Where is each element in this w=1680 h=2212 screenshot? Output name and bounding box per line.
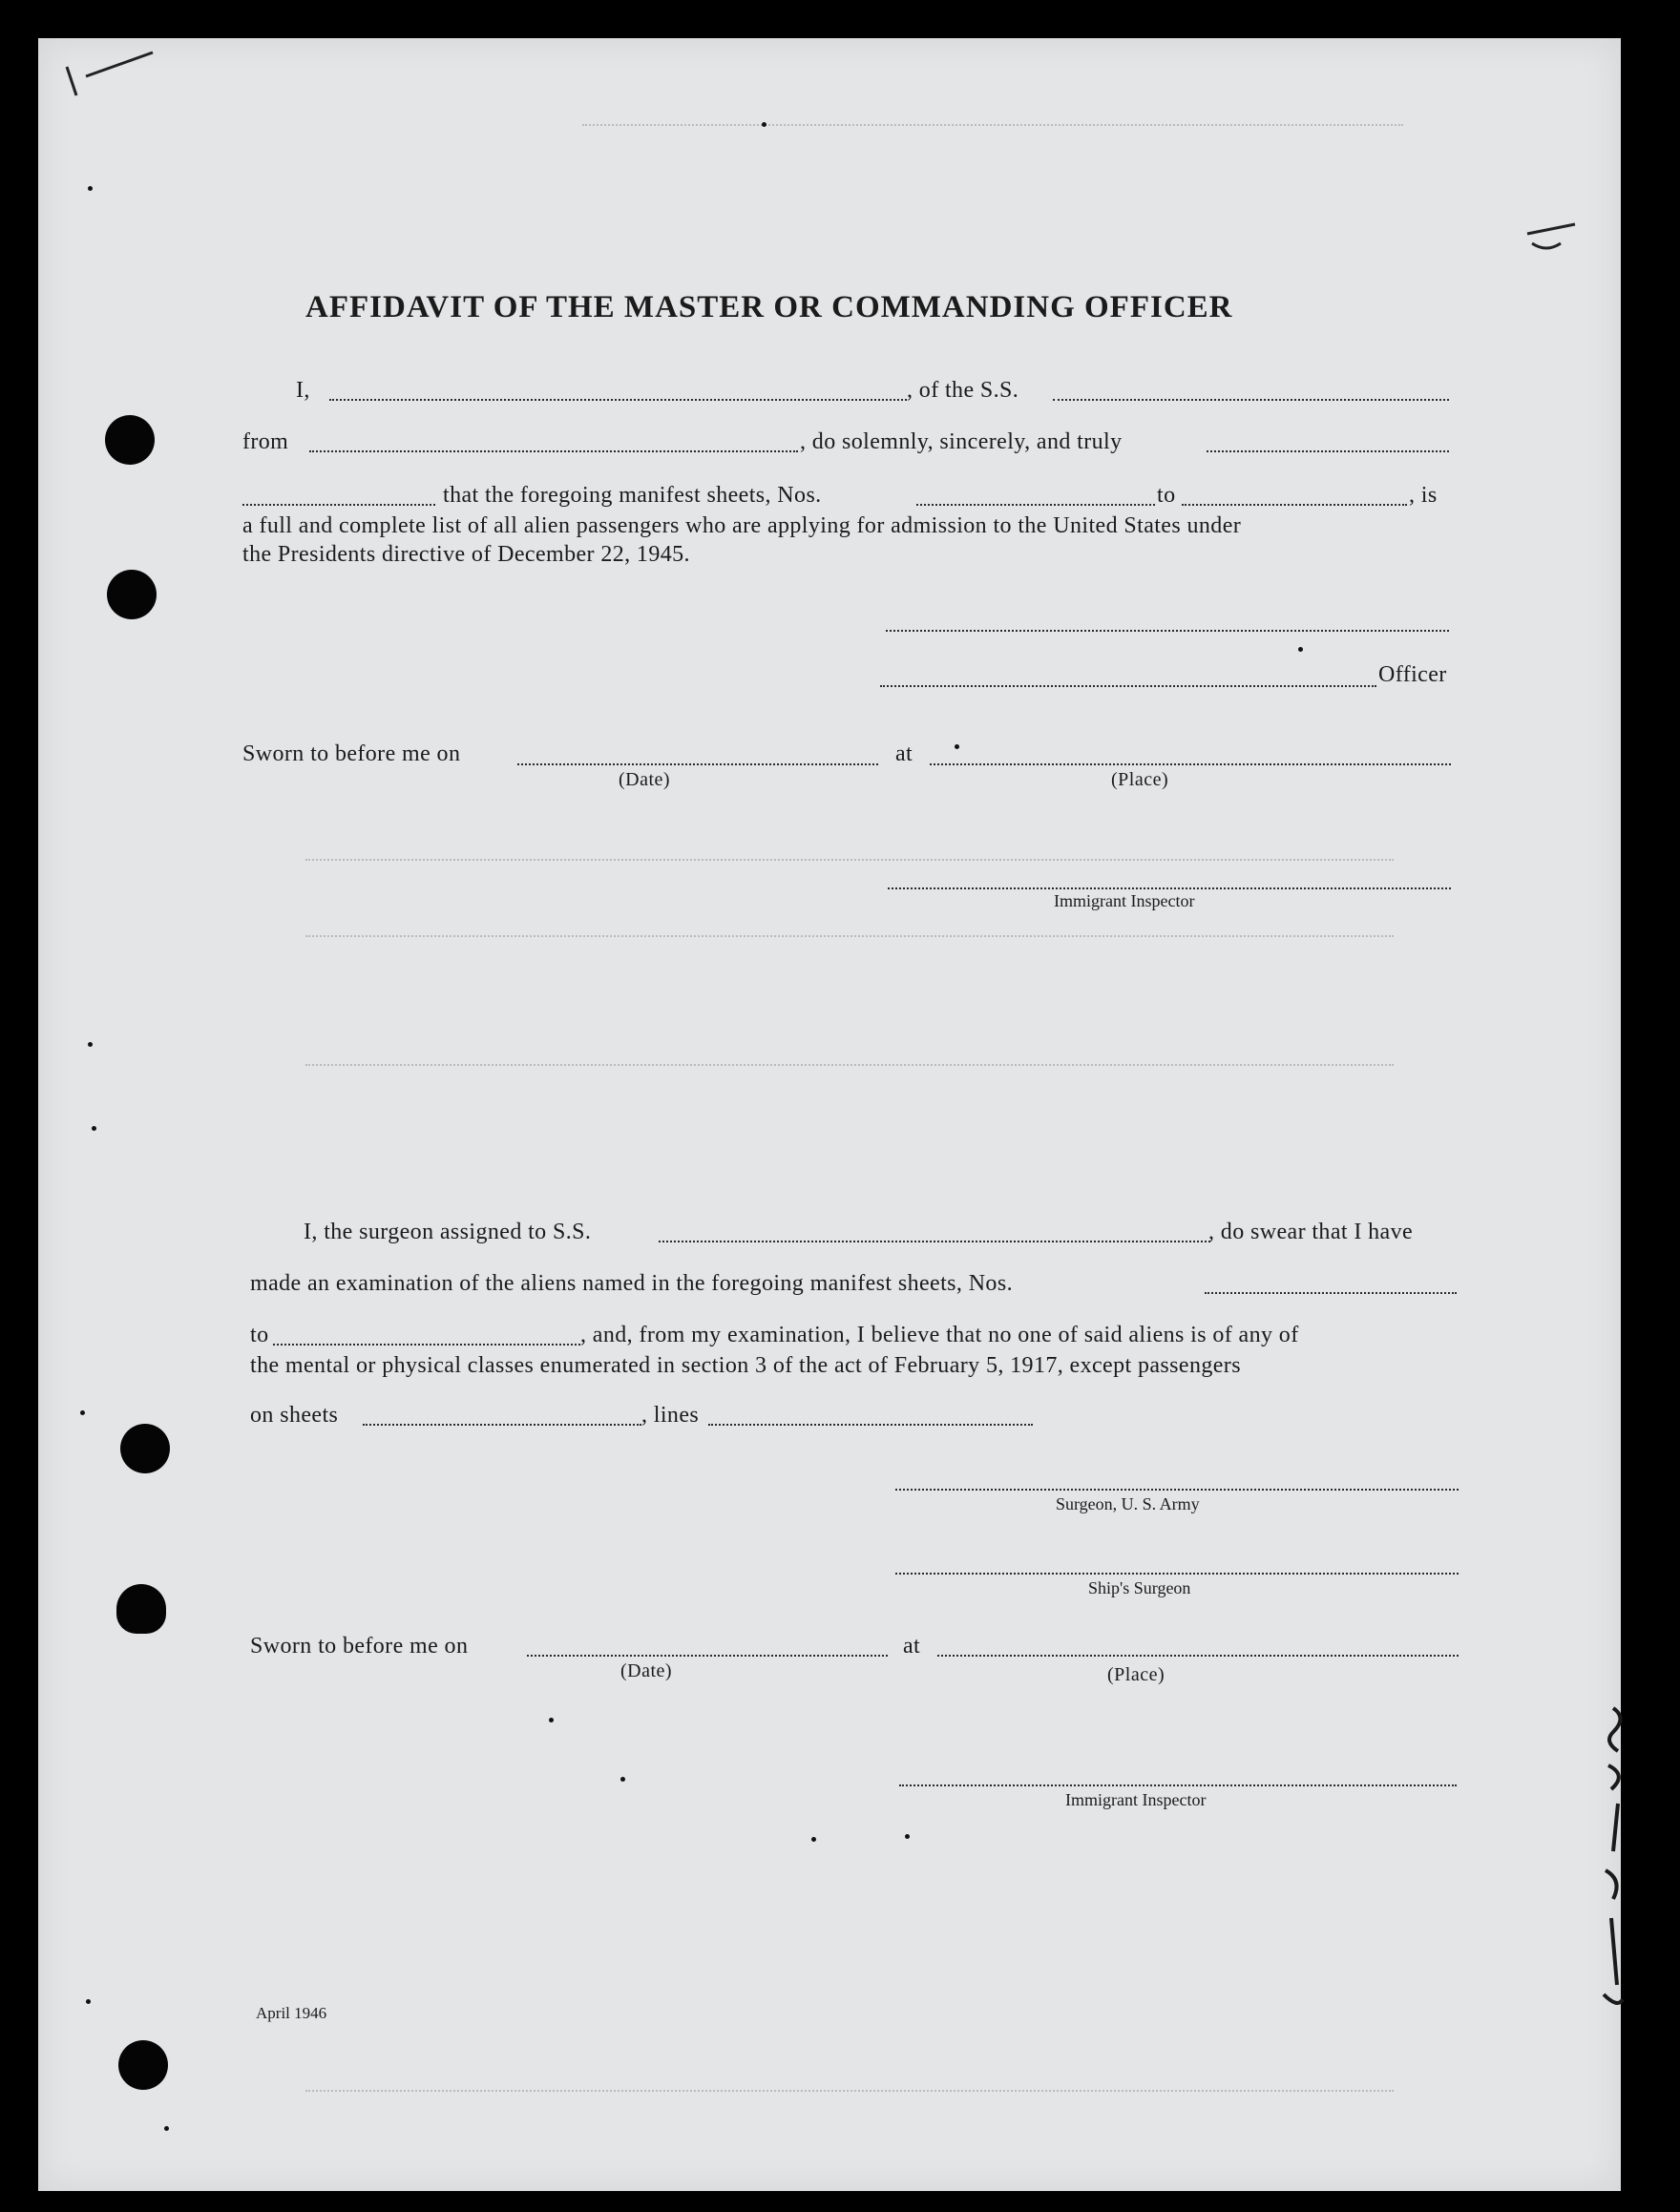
show-through-line: [305, 935, 1394, 937]
surgeon-line1a: I, the surgeon assigned to S.S.: [304, 1220, 592, 1244]
speck: [762, 122, 766, 127]
punch-hole: [105, 415, 155, 465]
from-port-field[interactable]: [309, 450, 798, 452]
speck: [88, 186, 93, 191]
master-line3-is: , is: [1409, 483, 1438, 508]
speck: [811, 1837, 816, 1842]
sheets-to-field[interactable]: [1182, 504, 1407, 506]
form-date-footer: April 1946: [256, 2004, 327, 2022]
except-sheets-field[interactable]: [363, 1424, 641, 1426]
edge-mark: [1522, 219, 1589, 258]
sworn2-date-label: (Date): [620, 1660, 673, 1681]
army-surgeon-label: Surgeon, U. S. Army: [1056, 1494, 1200, 1513]
sworn2-date-field[interactable]: [527, 1655, 888, 1657]
punch-hole: [107, 570, 157, 619]
ship-surgeon-label: Ship's Surgeon: [1088, 1578, 1191, 1597]
speck: [88, 1042, 93, 1047]
show-through-line: [582, 124, 1403, 126]
speck: [620, 1777, 625, 1782]
surgeon-ship-field[interactable]: [659, 1241, 1210, 1242]
form-title: AFFIDAVIT OF THE MASTER OR COMMANDING OFFICER: [305, 290, 1233, 324]
ship-surgeon-signature-line[interactable]: [895, 1573, 1459, 1575]
speck: [549, 1718, 554, 1722]
corner-mark: [57, 38, 172, 115]
speck: [86, 1999, 91, 2004]
show-through-line: [305, 1064, 1394, 1066]
show-through-line: [305, 859, 1394, 861]
sworn2-place-field[interactable]: [937, 1655, 1459, 1657]
surgeon-line5a: on sheets: [250, 1403, 339, 1428]
speck: [1298, 647, 1303, 652]
surgeon-line4: the mental or physical classes enumerated in section 3 of the act of February 5, 1917, except passengers: [250, 1353, 1241, 1378]
master-line4: a full and complete list of all alien passengers who are applying for admission to the United States under: [242, 513, 1242, 538]
sheets-from-field[interactable]: [916, 504, 1155, 506]
surgeon-line1b: , do swear that I have: [1208, 1220, 1414, 1244]
sworn2-text: Sworn to before me on: [250, 1634, 469, 1659]
surgeon-sheets-from-field[interactable]: [1205, 1292, 1457, 1294]
master-line3-to: to: [1157, 483, 1176, 508]
punch-hole: [120, 1424, 170, 1473]
inspector1-label: Immigrant Inspector: [1054, 891, 1195, 910]
inspector2-label: Immigrant Inspector: [1065, 1790, 1207, 1809]
master-line3-that: that the foregoing manifest sheets, Nos.: [443, 483, 822, 508]
document-page: [38, 38, 1621, 2191]
sworn1-text: Sworn to before me on: [242, 741, 461, 766]
army-surgeon-signature-line[interactable]: [895, 1489, 1459, 1491]
master-name-field[interactable]: [329, 399, 907, 401]
speck: [92, 1126, 96, 1131]
sworn1-place-field[interactable]: [930, 763, 1451, 765]
punch-hole: [116, 1584, 166, 1634]
inspector1-signature-line[interactable]: [888, 887, 1451, 889]
sworn1-date-field[interactable]: [517, 763, 878, 765]
sworn2-place-label: (Place): [1107, 1664, 1166, 1685]
surgeon-line2: made an examination of the aliens named in the foregoing manifest sheets, Nos.: [250, 1271, 1013, 1296]
master-line1-i: I,: [296, 378, 310, 403]
master-line1-ofss: , of the S.S.: [907, 378, 1019, 403]
surgeon-sheets-to-field[interactable]: [273, 1344, 580, 1346]
handwritten-annotation: [1585, 1699, 1642, 2023]
master-line5: the Presidents directive of December 22, 1945.: [242, 542, 690, 567]
speck: [164, 2126, 169, 2131]
surgeon-line3b: , and, from my examination, I believe that no one of said aliens is of any of: [580, 1323, 1299, 1347]
officer-label: Officer: [1378, 662, 1447, 687]
punch-hole: [118, 2040, 168, 2090]
master-signature-line[interactable]: [886, 630, 1449, 632]
master-rank-line[interactable]: [880, 685, 1376, 687]
speck: [955, 744, 959, 749]
sworn2-at: at: [903, 1634, 921, 1659]
master-line2-solemn: , do solemnly, sincerely, and truly: [800, 429, 1123, 454]
show-through-line: [305, 2090, 1394, 2092]
speck: [905, 1834, 910, 1839]
sworn1-place-label: (Place): [1111, 769, 1169, 790]
speck: [80, 1410, 85, 1415]
sworn1-date-label: (Date): [619, 769, 671, 790]
sworn1-at: at: [895, 741, 914, 766]
oath-verb-field[interactable]: [242, 504, 435, 506]
master-line2-from: from: [242, 429, 289, 454]
surgeon-line5b: , lines: [641, 1403, 700, 1428]
oath-field[interactable]: [1207, 450, 1449, 452]
ship-name-field[interactable]: [1053, 399, 1449, 401]
surgeon-line3a: to: [250, 1323, 269, 1347]
except-lines-field[interactable]: [708, 1424, 1033, 1426]
inspector2-signature-line[interactable]: [899, 1784, 1457, 1786]
